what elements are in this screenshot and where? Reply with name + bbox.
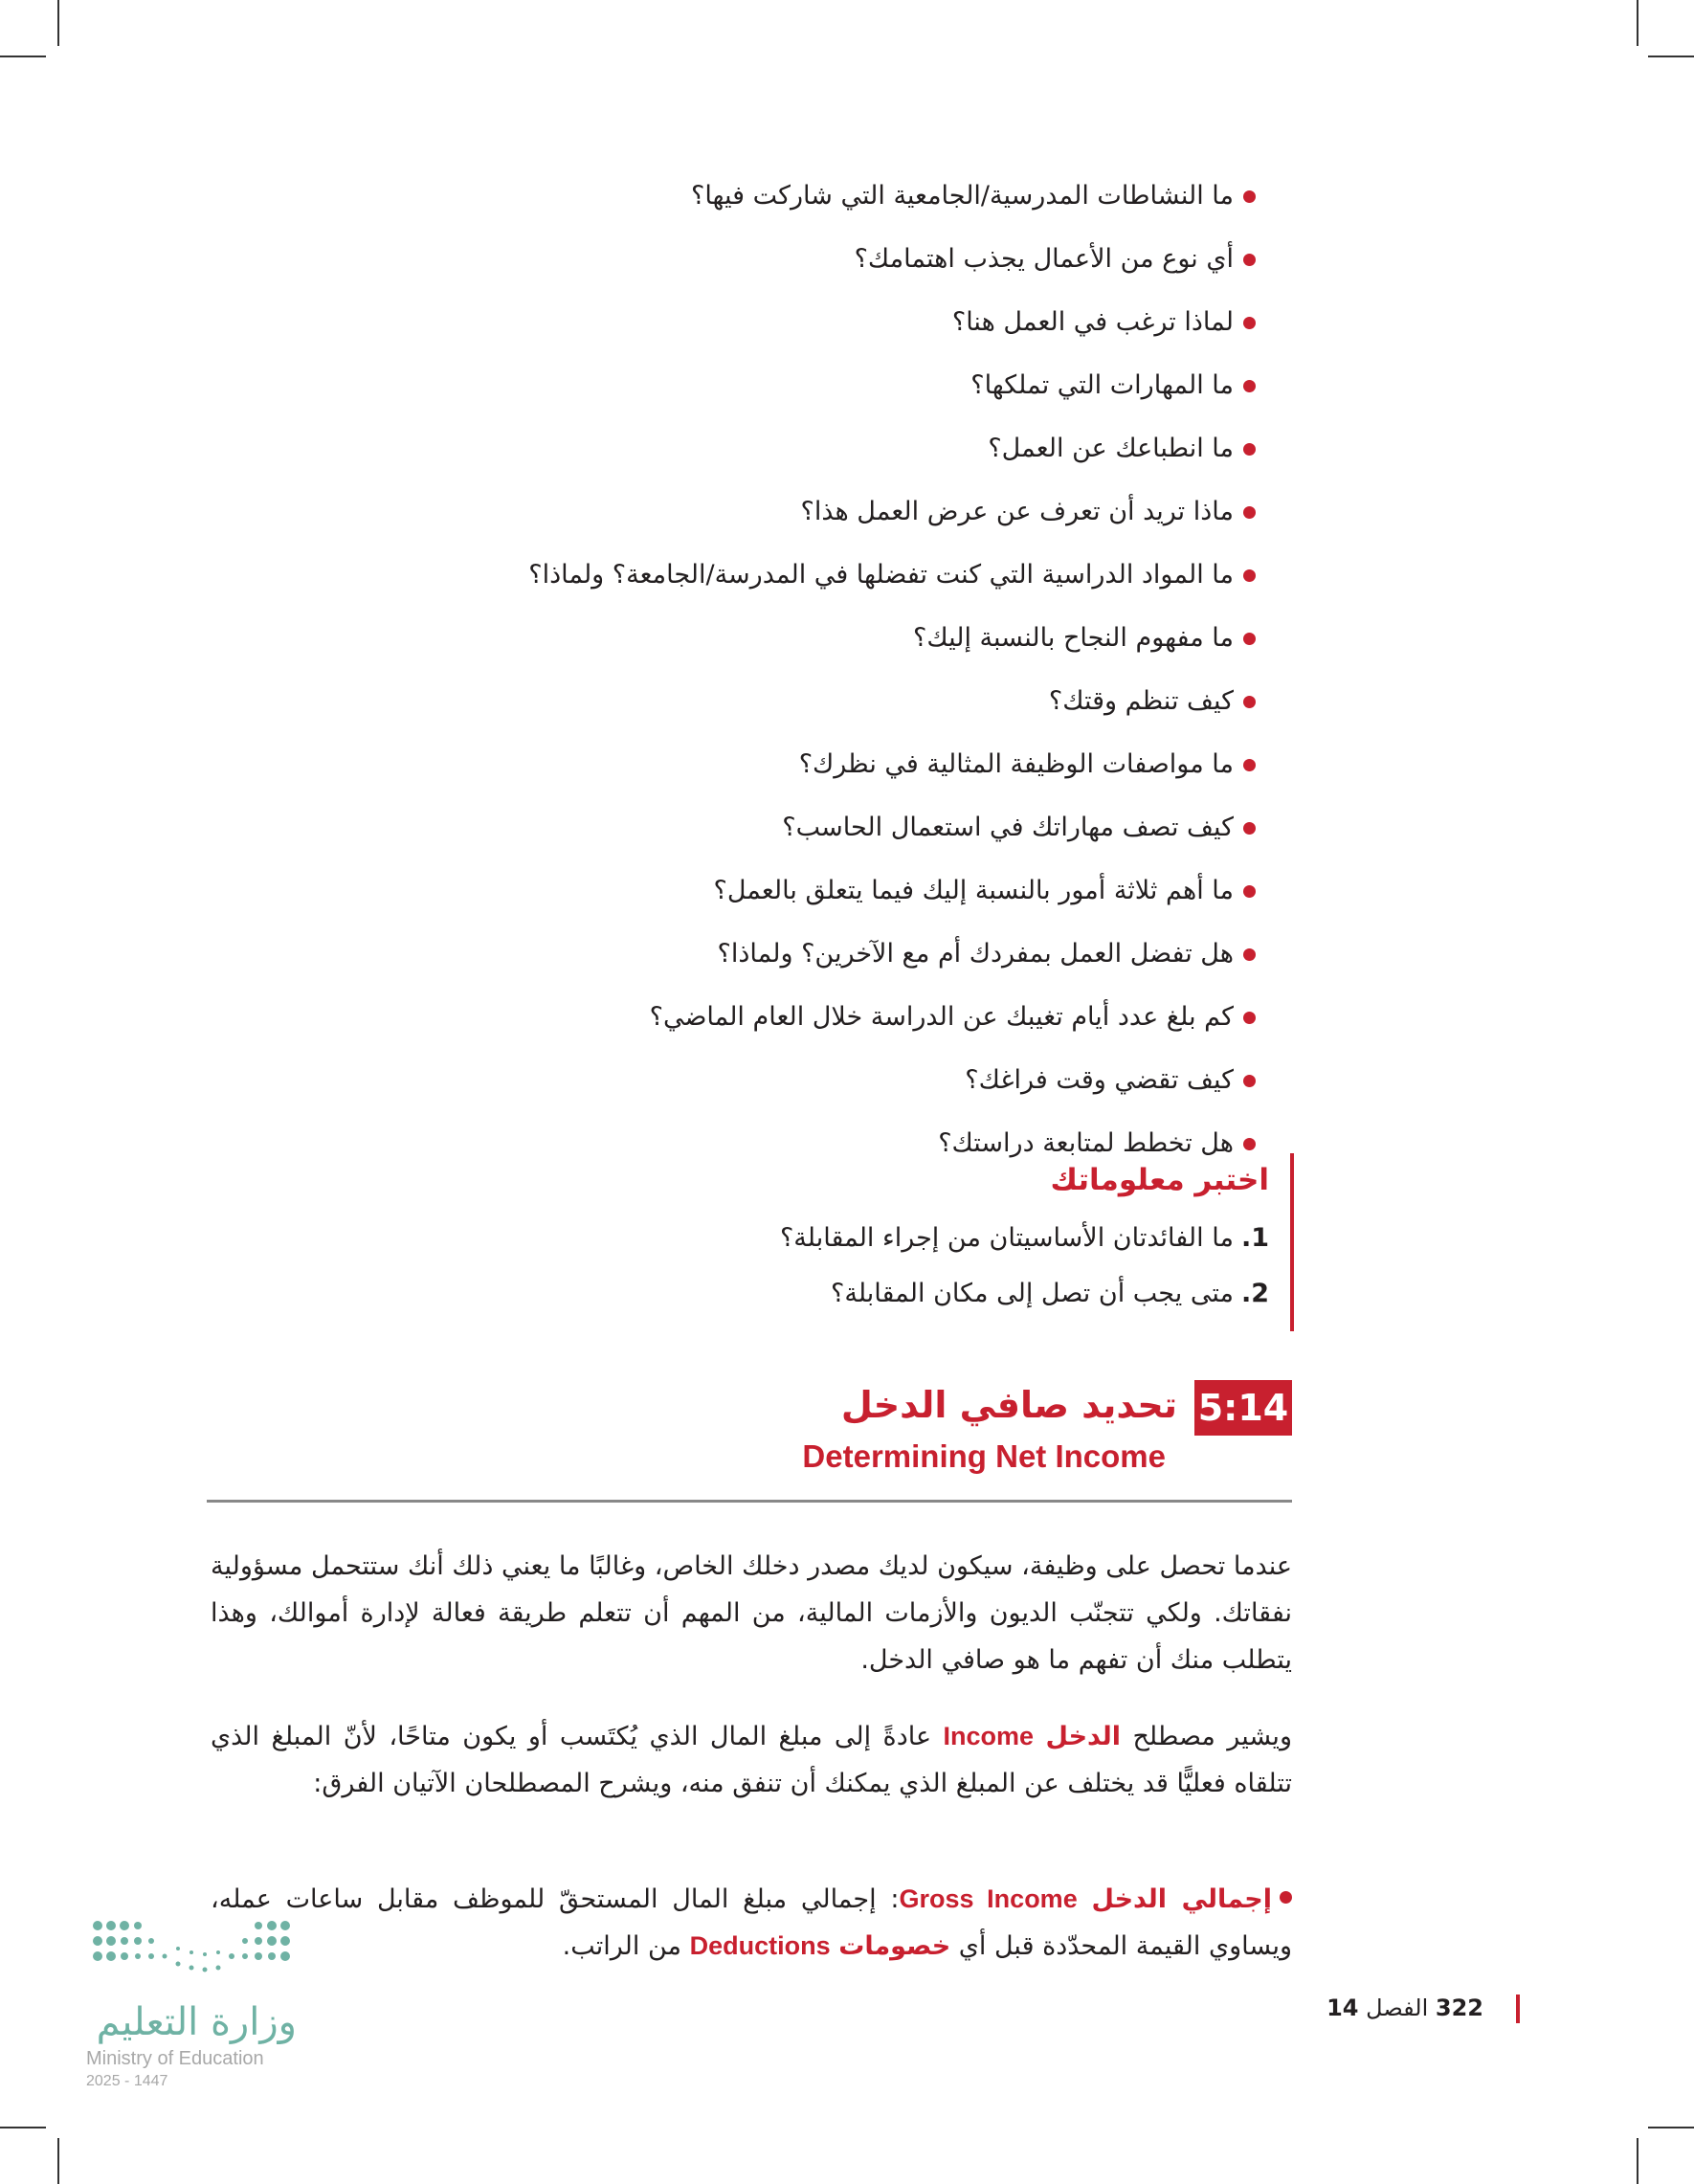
section-number: 5:14 xyxy=(1194,1380,1292,1436)
list-item: ما مفهوم النجاح بالنسبة إليك؟ xyxy=(394,607,1256,670)
term-deductions-en: Deductions xyxy=(689,1931,831,1960)
quiz-item-text: متى يجب أن تصل إلى مكان المقابلة؟ xyxy=(831,1279,1234,1308)
bullet-icon xyxy=(1243,759,1256,771)
paragraph-income-definition: ويشير مصطلح الدخل Income عادةً إلى مبلغ المال الذي يُكتَسب أو يكون متاحًا، لأنّ المبلغ الذي تتلقاه فعليًّا قد يختلف عن المبلغ الذي يمكنك أن تنفق منه، ويشرح المصطلحان الآتيان الفرق: xyxy=(211,1722,1292,1798)
crop-mark xyxy=(57,2138,59,2184)
bullet-icon xyxy=(1243,254,1256,266)
quiz-item xyxy=(567,1266,1269,1322)
bullet-icon xyxy=(1243,380,1256,392)
list-item: ما المهارات التي تملكها؟ xyxy=(394,354,1256,417)
logo-dots-icon xyxy=(86,1914,301,1981)
list-item: كم بلغ عدد أيام تغيبك عن الدراسة خلال العام الماضي؟ xyxy=(394,986,1256,1049)
list-item: أي نوع من الأعمال يجذب اهتمامك؟ xyxy=(394,228,1256,291)
quiz-item-text: ما الفائدتان الأساسيتان من إجراء المقابلة؟ xyxy=(779,1223,1234,1253)
bullet-icon xyxy=(1243,317,1256,329)
interview-questions-list xyxy=(394,165,1256,1175)
list-item: هل تفضل العمل بمفردك أم مع الآخرين؟ ولماذا؟ xyxy=(394,923,1256,986)
crop-mark xyxy=(0,2127,46,2128)
list-item: ما أهم ثلاثة أمور بالنسبة إليك فيما يتعلق بالعمل؟ xyxy=(394,859,1256,923)
list-item: ماذا تريد أن تعرف عن عرض العمل هذا؟ xyxy=(394,480,1256,544)
term-gross-income-ar: إجمالي الدخل xyxy=(1091,1884,1273,1914)
list-item: ما المواد الدراسية التي كنت تفضلها في المدرسة/الجامعة؟ ولماذا؟ xyxy=(394,544,1256,607)
quiz-list xyxy=(567,1211,1269,1322)
quiz-title: اختبر معلوماتك xyxy=(1050,1163,1269,1197)
term-deductions-ar: خصومات xyxy=(838,1931,951,1961)
section-divider xyxy=(207,1500,1292,1503)
list-item: كيف تقضي وقت فراغك؟ xyxy=(394,1049,1256,1112)
paragraph-gross-income: إجمالي الدخل Gross Income: إجمالي مبلغ المال المستحقّ للموظف مقابل ساعات عمله، ويساوي القيمة المحدّدة قبل أي خصومات Deductions من الراتب. xyxy=(211,1884,1292,1961)
page-number: 322 xyxy=(1435,1995,1483,2021)
crop-mark xyxy=(1648,56,1694,57)
chapter-number: 14 xyxy=(1326,1995,1359,2021)
paragraph-intro: عندما تحصل على وظيفة، سيكون لديك مصدر دخلك الخاص، وغالبًا ما يعني ذلك أنك ستتحمل مسؤولية نفقاتك. ولكي تتجنّب الديون والأزمات المالية، من المهم أن تتعلم طريقة فعالة لإدارة أموالك، وهذا يتطلب منك أن تفهم ما هو صافي الدخل. xyxy=(211,1551,1292,1675)
bullet-icon xyxy=(1243,1138,1256,1150)
crop-mark xyxy=(1637,2138,1638,2184)
bullet-icon xyxy=(1280,1891,1292,1904)
crop-mark xyxy=(0,56,46,57)
quiz-item xyxy=(567,1211,1269,1266)
logo-year: 2025 - 1447 xyxy=(86,2073,168,2089)
bullet-icon xyxy=(1243,569,1256,582)
list-item: ما مواصفات الوظيفة المثالية في نظرك؟ xyxy=(394,733,1256,796)
logo-text-arabic: وزارة التعليم xyxy=(96,2000,297,2044)
chapter-label: الفصل xyxy=(1366,1995,1429,2021)
bullet-icon xyxy=(1243,1075,1256,1087)
list-item: كيف تنظم وقتك؟ xyxy=(394,670,1256,733)
list-item: ما النشاطات المدرسية/الجامعية التي شاركت فيها؟ xyxy=(394,165,1256,228)
list-item: لماذا ترغب في العمل هنا؟ xyxy=(394,291,1256,354)
list-item: هل تخطط لمتابعة دراستك؟ xyxy=(394,1112,1256,1175)
crop-mark xyxy=(1637,0,1638,46)
ministry-logo xyxy=(86,1914,316,2092)
bullet-icon xyxy=(1243,696,1256,708)
crop-mark xyxy=(1648,2127,1694,2128)
footer-accent-bar xyxy=(1516,1995,1520,2023)
crop-mark xyxy=(57,0,59,46)
term-income-ar: الدخل xyxy=(1045,1722,1122,1751)
bullet-icon xyxy=(1243,633,1256,645)
quiz-box xyxy=(567,1153,1294,1331)
quiz-item-number: 1. xyxy=(1240,1223,1269,1253)
section-title-english: Determining Net Income xyxy=(802,1438,1166,1474)
term-gross-income-en: Gross Income xyxy=(899,1884,1078,1913)
term-income-en: Income xyxy=(943,1722,1035,1750)
list-item: ما انطباعك عن العمل؟ xyxy=(394,417,1256,480)
section-title-arabic: تحديد صافي الدخل xyxy=(840,1384,1177,1426)
bullet-icon xyxy=(1243,885,1256,898)
bullet-icon xyxy=(1243,443,1256,456)
bullet-icon xyxy=(1243,1012,1256,1024)
page-footer xyxy=(1326,1991,1483,2025)
bullet-icon xyxy=(1243,822,1256,835)
bullet-icon xyxy=(1243,190,1256,203)
bullet-icon xyxy=(1243,506,1256,519)
quiz-item-number: 2. xyxy=(1240,1279,1269,1308)
list-item: كيف تصف مهاراتك في استعمال الحاسب؟ xyxy=(394,796,1256,859)
logo-text-english: Ministry of Education xyxy=(86,2048,264,2069)
bullet-icon xyxy=(1243,948,1256,961)
